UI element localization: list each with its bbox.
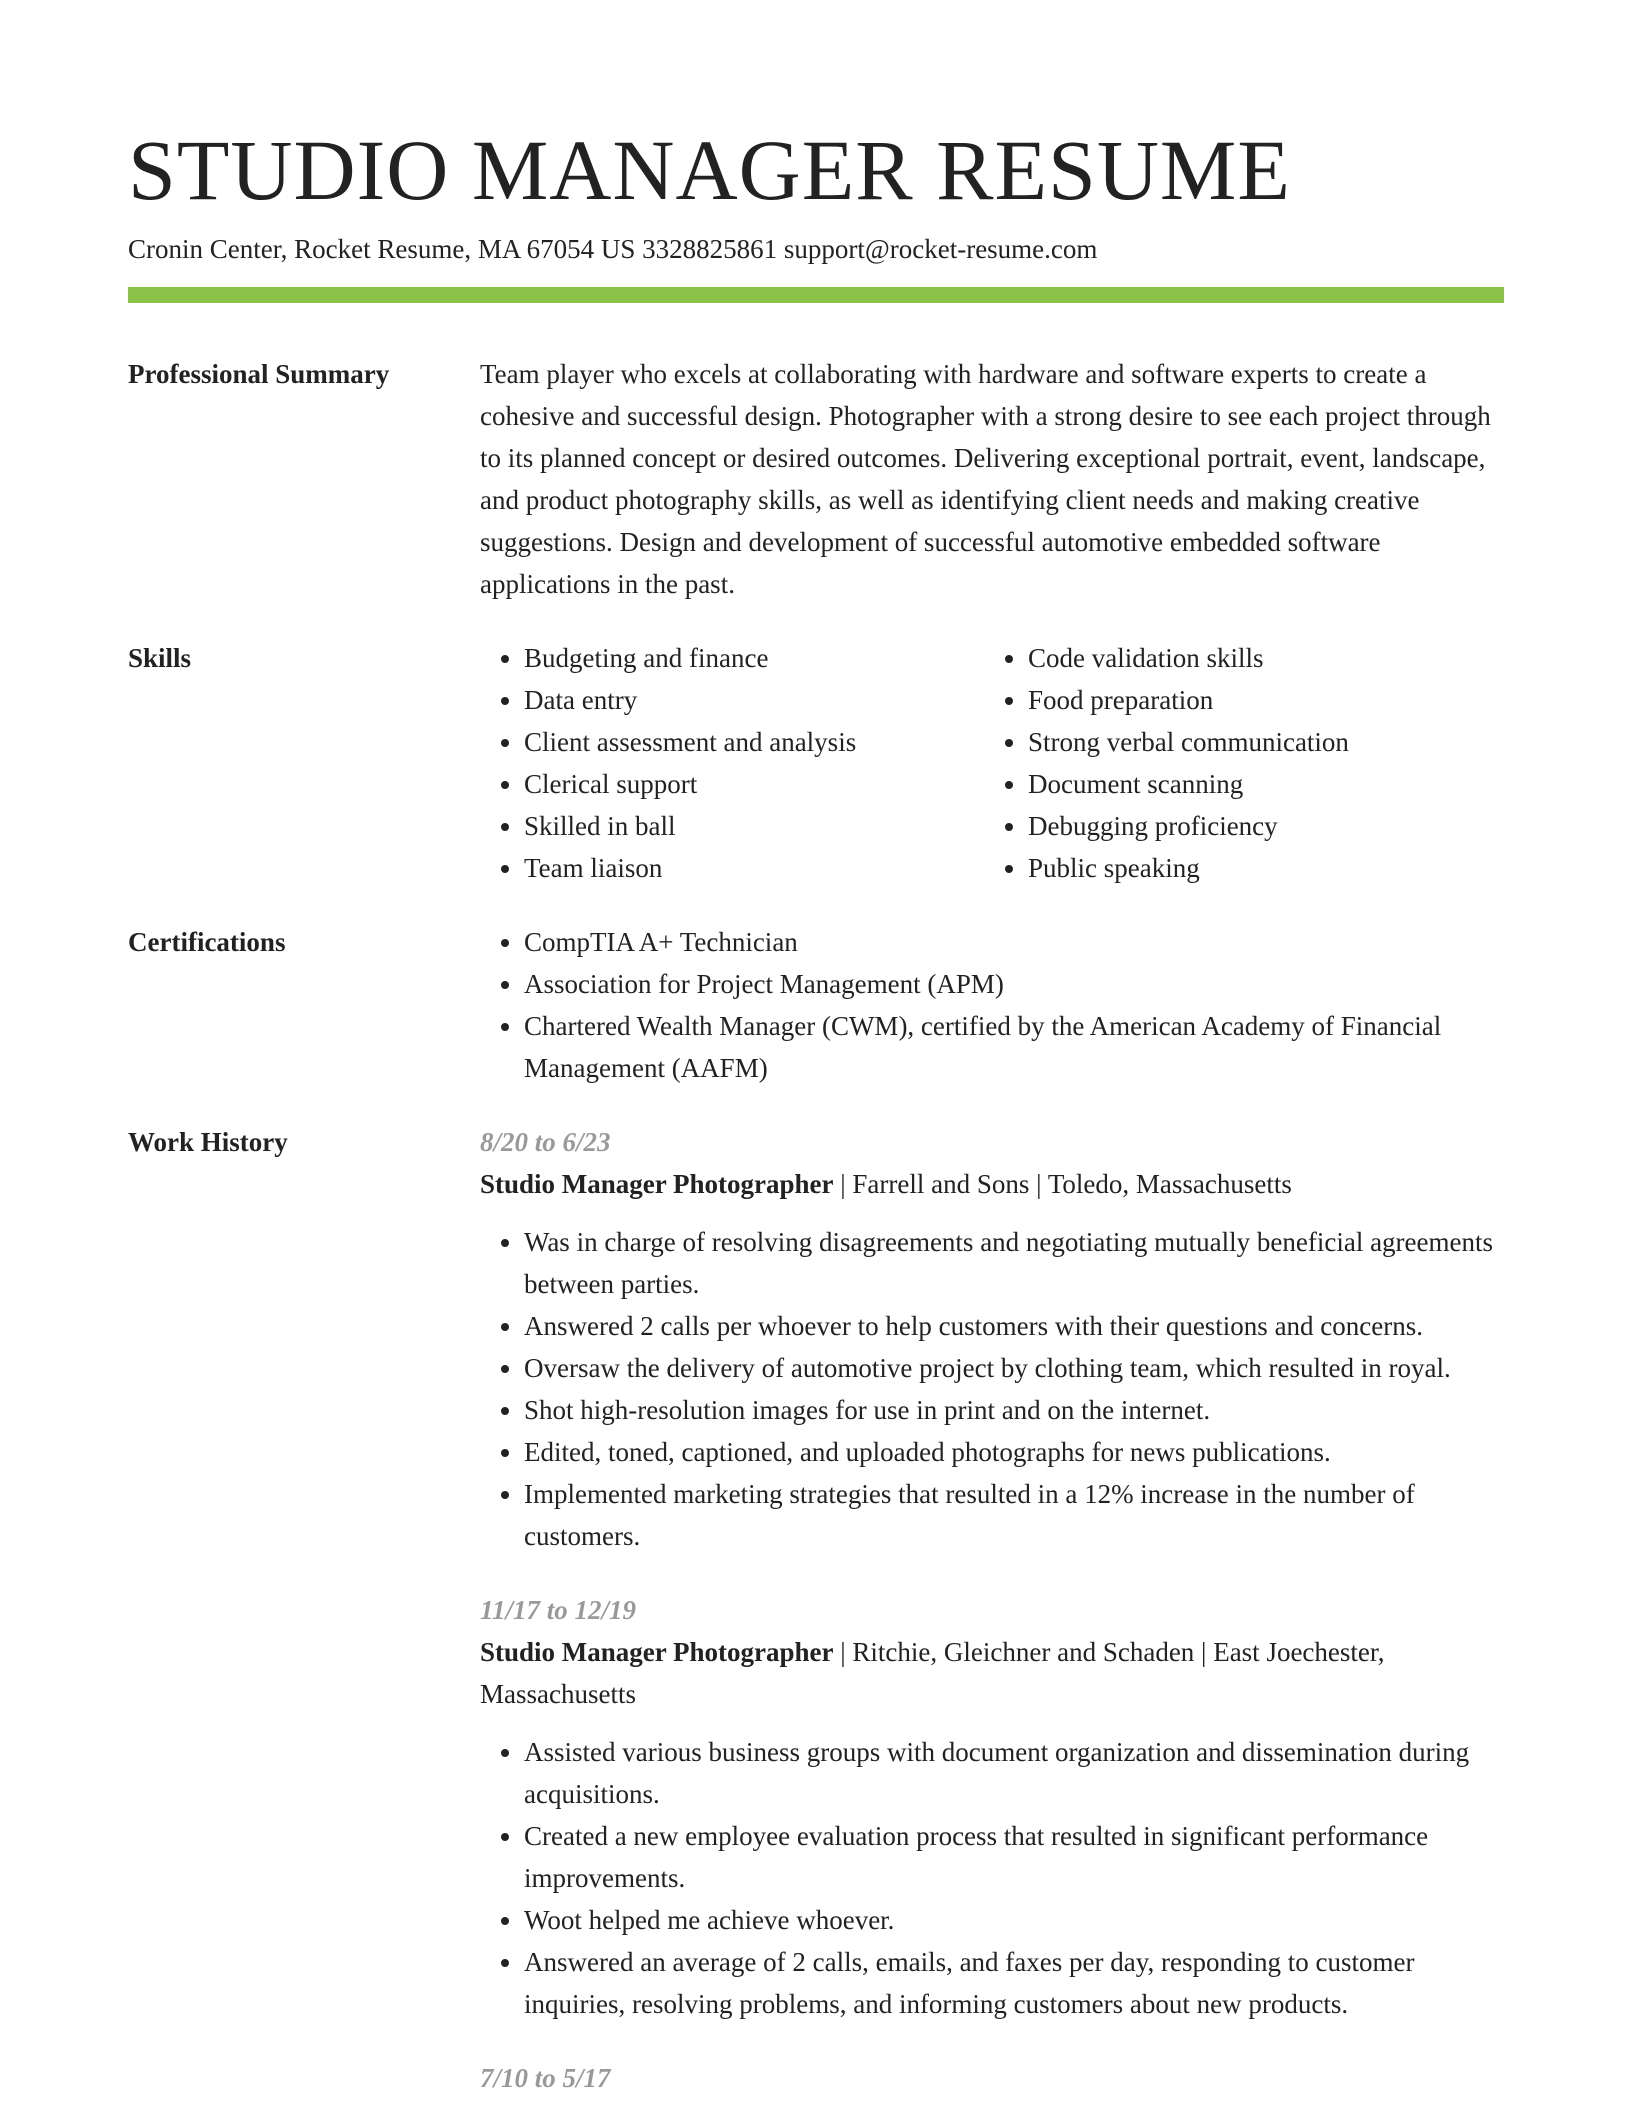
job-bullet: • Woot helped me achieve whoever. [524, 1899, 1504, 1941]
summary-text: Team player who excels at collaborating with hardware and software experts to create a cohesive and successful design. Photographer with a strong desire to see each project through to its planned concept or desired outcomes. Delivering exceptional portrait, event, landscape, and product photography skills, as well as identifying client needs and making creative suggestions. Design and development of successful automotive embedded software applications in the past. [480, 359, 1491, 599]
job-entry [480, 1121, 1504, 1557]
skills-list-right [984, 637, 1488, 889]
skill-item: • Document scanning [1028, 763, 1488, 805]
summary-label: Professional Summary [128, 359, 390, 389]
certification-item: • CompTIA A+ Technician [524, 921, 1504, 963]
job-dates: 11/17 to 12/19 [480, 1595, 637, 1625]
job-bullet: • Assisted various business groups with document organization and dissemination during acquisitions. [524, 1731, 1504, 1815]
job-dates: 7/10 to 5/17 [480, 2063, 611, 2093]
skill-item: • Public speaking [1028, 847, 1488, 889]
job-bullet: • Shot high-resolution images for use in print and on the internet. [524, 1389, 1504, 1431]
skill-item: • Data entry [524, 679, 984, 721]
skill-item: • Strong verbal communication [1028, 721, 1488, 763]
job-bullet: • Implemented marketing strategies that resulted in a 12% increase in the number of customers. [524, 1473, 1504, 1557]
contact-line: Cronin Center, Rocket Resume, MA 67054 US 3328825861 support@rocket-resume.com [128, 234, 1098, 264]
skill-item: • Budgeting and finance [524, 637, 984, 679]
job-dates: 8/20 to 6/23 [480, 1127, 611, 1157]
certification-item: • Association for Project Management (APM) [524, 963, 1504, 1005]
skills-grid [480, 637, 1504, 889]
job-bullet: • Created a new employee evaluation process that resulted in significant performance improvements. [524, 1815, 1504, 1899]
resume-page [128, 0, 1504, 2099]
skills-section [128, 637, 1504, 889]
certifications-label: Certifications [128, 927, 286, 957]
skill-item: • Clerical support [524, 763, 984, 805]
job-bullet: • Was in charge of resolving disagreements and negotiating mutually beneficial agreements between parties. [524, 1221, 1504, 1305]
skill-item: • Code validation skills [1028, 637, 1488, 679]
job-entry [480, 2057, 1504, 2099]
job-details: | Ritchie, Gleichner and Schaden | East Joechester, Massachusetts [480, 1637, 1385, 1709]
resume-title: STUDIO MANAGER RESUME [128, 122, 1291, 218]
skill-item: • Team liaison [524, 847, 984, 889]
job-heading [480, 1631, 1504, 1715]
certifications-section [128, 921, 1504, 1089]
job-bullet: • Answered 2 calls per whoever to help customers with their questions and concerns. [524, 1305, 1504, 1347]
job-title: Studio Manager Photographer [480, 1169, 834, 1199]
job-title: Studio Manager Photographer [480, 1637, 834, 1667]
work-history-section [128, 1121, 1504, 2099]
skill-item: • Client assessment and analysis [524, 721, 984, 763]
job-bullets [480, 1731, 1504, 2025]
skill-item: • Skilled in ball [524, 805, 984, 847]
job-bullets [480, 1221, 1504, 1557]
header-rule [128, 287, 1504, 303]
job-bullet: • Answered an average of 2 calls, emails, and faxes per day, responding to customer inquiries, resolving problems, and informing customers about new products. [524, 1941, 1504, 2025]
skills-list-left [480, 637, 984, 889]
job-entry [480, 1589, 1504, 2025]
job-heading [480, 1163, 1504, 1205]
job-bullet: • Edited, toned, captioned, and uploaded photographs for news publications. [524, 1431, 1504, 1473]
skill-item: • Debugging proficiency [1028, 805, 1488, 847]
skill-item: • Food preparation [1028, 679, 1488, 721]
job-bullet: • Oversaw the delivery of automotive project by clothing team, which resulted in royal. [524, 1347, 1504, 1389]
certification-item: • Chartered Wealth Manager (CWM), certified by the American Academy of Financial Management (AAFM) [524, 1005, 1504, 1089]
job-details: | Farrell and Sons | Toledo, Massachusetts [833, 1169, 1292, 1199]
summary-section [128, 353, 1504, 605]
skills-label: Skills [128, 643, 192, 673]
work-history-label: Work History [128, 1127, 288, 1157]
certifications-list [480, 921, 1504, 1089]
